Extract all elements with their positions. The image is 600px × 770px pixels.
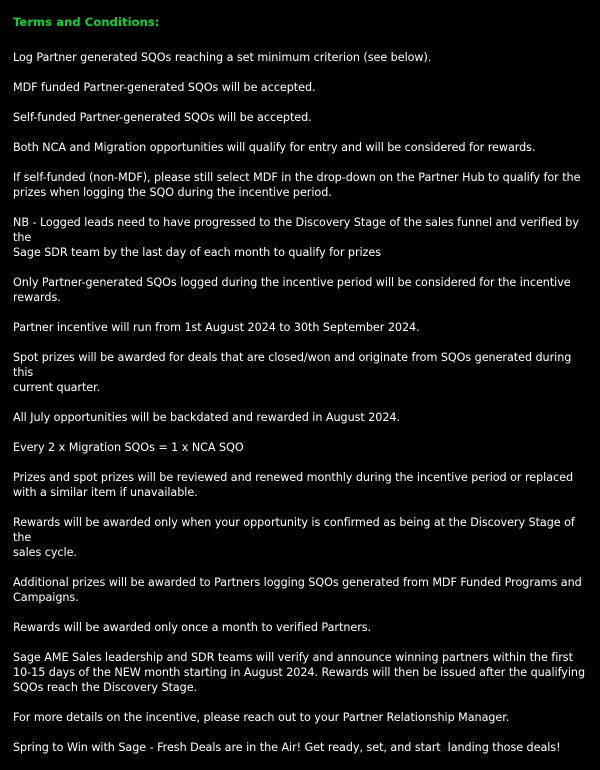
terms-item: Partner incentive will run from 1st August 2024 to 30th September 2024. xyxy=(13,321,420,334)
terms-item: Sage AME Sales leadership and SDR teams will verify and announce winning partners within the first 10-15 days of the NEW month starting in August 2024. Rewards will then be issued after the qualifying SQOs reach the Discovery Stage. xyxy=(13,651,586,694)
terms-item: Log Partner generated SQOs reaching a set minimum criterion (see below). xyxy=(13,51,432,64)
terms-item: Rewards will be awarded only once a month to verified Partners. xyxy=(13,621,372,634)
terms-item: Spring to Win with Sage - Fresh Deals are in the Air! Get ready, set, and start landing those deals! xyxy=(13,741,561,754)
terms-item: Spot prizes will be awarded for deals that are closed/won and originate from SQOs generated during this current quarter. xyxy=(13,351,572,394)
terms-item: Only Partner-generated SQOs logged during the incentive period will be considered for the incentive rewards. xyxy=(13,276,571,304)
terms-section xyxy=(13,15,593,770)
terms-item: Both NCA and Migration opportunities will qualify for entry and will be considered for rewards. xyxy=(13,141,536,154)
terms-item: Every 2 x Migration SQOs = 1 x NCA SQO xyxy=(13,441,244,454)
terms-heading: Terms and Conditions: xyxy=(13,15,160,29)
terms-item: Additional prizes will be awarded to Partners logging SQOs generated from MDF Funded Programs and Campaigns. xyxy=(13,576,582,604)
terms-item: For more details on the incentive, please reach out to your Partner Relationship Manager. xyxy=(13,711,510,724)
terms-item: NB - Logged leads need to have progressed to the Discovery Stage of the sales funnel and verified by the Sage SDR team by the last day of each month to qualify for prizes xyxy=(13,216,579,259)
terms-list xyxy=(13,50,593,755)
terms-item: Self-funded Partner-generated SQOs will be accepted. xyxy=(13,111,312,124)
terms-item: If self-funded (non-MDF), please still select MDF in the drop-down on the Partner Hub to qualify for the prizes when logging the SQO during the incentive period. xyxy=(13,171,581,199)
terms-item: MDF funded Partner-generated SQOs will be accepted. xyxy=(13,81,316,94)
terms-item: Prizes and spot prizes will be reviewed and renewed monthly during the incentive period or replaced with a similar item if unavailable. xyxy=(13,471,574,499)
terms-item: Rewards will be awarded only when your opportunity is confirmed as being at the Discovery Stage of the sales cycle. xyxy=(13,516,575,559)
terms-item: All July opportunities will be backdated and rewarded in August 2024. xyxy=(13,411,401,424)
